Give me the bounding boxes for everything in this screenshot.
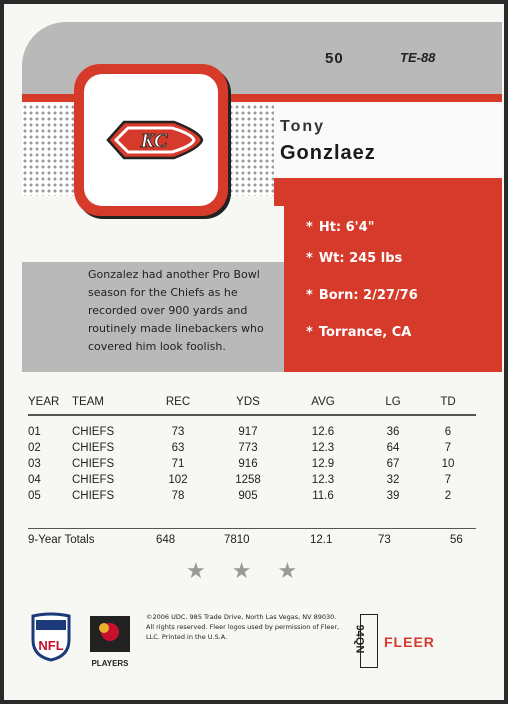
cell-team: CHIEFS bbox=[72, 442, 115, 454]
logo-letters: KC bbox=[140, 130, 168, 152]
header-td: TD bbox=[440, 396, 456, 408]
cell-year: 05 bbox=[28, 490, 41, 502]
stats-header-row bbox=[28, 392, 468, 412]
fact-weight bbox=[306, 251, 402, 266]
cell-year: 01 bbox=[28, 426, 41, 438]
cell-avg: 12.9 bbox=[311, 458, 335, 470]
totals-label: 9-Year Totals bbox=[28, 534, 95, 546]
cell-avg: 12.3 bbox=[311, 474, 335, 486]
totals-td: 56 bbox=[450, 534, 463, 546]
star-bullet-icon: * bbox=[306, 288, 313, 303]
cell-team: CHIEFS bbox=[72, 474, 115, 486]
star-bullet-icon: * bbox=[306, 220, 313, 235]
header-lg: LG bbox=[385, 396, 401, 408]
cell-yds: 1258 bbox=[235, 474, 261, 486]
halftone-pattern-right bbox=[222, 104, 274, 196]
header-year: YEAR bbox=[28, 396, 60, 408]
halftone-pattern-left bbox=[22, 104, 80, 196]
cell-team: CHIEFS bbox=[72, 490, 115, 502]
fleer-logo: FLEER bbox=[384, 634, 435, 650]
cell-rec: 71 bbox=[171, 458, 185, 470]
cell-yds: 917 bbox=[238, 426, 258, 438]
cell-avg: 12.3 bbox=[311, 442, 335, 454]
totals-rec: 648 bbox=[156, 534, 176, 546]
cell-td: 7 bbox=[444, 442, 452, 454]
players-text: PLAYERS bbox=[91, 659, 129, 668]
cell-lg: 64 bbox=[386, 442, 400, 454]
cell-team: CHIEFS bbox=[72, 458, 115, 470]
nfl-shield-logo bbox=[30, 612, 72, 662]
table-row bbox=[28, 440, 468, 456]
cell-yds: 905 bbox=[238, 490, 258, 502]
cell-rec: 63 bbox=[171, 442, 185, 454]
fact-text: Torrance, CA bbox=[318, 325, 412, 340]
totals-yds: 7810 bbox=[224, 534, 250, 546]
chiefs-arrowhead-logo bbox=[104, 112, 204, 168]
red-strip bbox=[274, 178, 502, 206]
cell-team: CHIEFS bbox=[72, 426, 115, 438]
card-id-text: 94QN bbox=[353, 624, 366, 654]
cell-rec: 73 bbox=[171, 426, 185, 438]
cell-avg: 11.6 bbox=[312, 490, 334, 502]
table-row bbox=[28, 456, 468, 472]
fact-born bbox=[306, 288, 418, 303]
cell-td: 2 bbox=[444, 490, 452, 502]
cell-lg: 32 bbox=[386, 474, 400, 486]
cell-lg: 67 bbox=[386, 458, 400, 470]
fact-text: Ht: 6'4" bbox=[318, 220, 375, 235]
totals-lg: 73 bbox=[378, 534, 391, 546]
header-avg: AVG bbox=[311, 396, 335, 408]
cell-year: 04 bbox=[28, 474, 41, 486]
cell-td: 10 bbox=[441, 458, 455, 470]
table-row bbox=[28, 424, 468, 440]
card-number: 50 bbox=[325, 50, 344, 67]
cell-lg: 39 bbox=[386, 490, 400, 502]
cell-rec: 102 bbox=[168, 474, 188, 486]
stars-decoration: ★★★ bbox=[186, 558, 324, 583]
fact-hometown bbox=[306, 325, 411, 340]
fact-text: Wt: 245 lbs bbox=[318, 251, 403, 266]
cell-yds: 773 bbox=[238, 442, 258, 454]
table-row bbox=[28, 472, 468, 488]
player-first-name: Tony bbox=[280, 118, 326, 135]
cell-td: 6 bbox=[444, 426, 452, 438]
totals-avg: 12.1 bbox=[310, 534, 333, 546]
cell-avg: 12.6 bbox=[311, 426, 335, 438]
cell-yds: 916 bbox=[238, 458, 258, 470]
name-panel bbox=[274, 104, 502, 176]
player-last-name: Gonzlaez bbox=[280, 142, 376, 164]
header-yds: YDS bbox=[236, 396, 260, 408]
star-bullet-icon: * bbox=[306, 325, 313, 340]
cell-rec: 78 bbox=[171, 490, 185, 502]
card-code: TE-88 bbox=[400, 50, 436, 65]
header-team: TEAM bbox=[72, 396, 104, 408]
cell-year: 02 bbox=[28, 442, 41, 454]
cell-lg: 36 bbox=[386, 426, 400, 438]
fact-height bbox=[306, 220, 374, 235]
player-bio: Gonzalez had another Pro Bowl season for the Chiefs as he recorded over 900 yards and routinely made linebackers who covered him look foolish. bbox=[88, 268, 264, 353]
star-bullet-icon: * bbox=[306, 251, 313, 266]
nfl-text: NFL bbox=[38, 638, 64, 653]
fact-text: Born: 2/27/76 bbox=[318, 288, 418, 303]
cell-td: 7 bbox=[444, 474, 452, 486]
totals-divider bbox=[28, 528, 476, 529]
table-row bbox=[28, 488, 468, 504]
header-divider bbox=[28, 414, 476, 416]
players-emblem-icon bbox=[88, 614, 132, 654]
header-rec: REC bbox=[165, 396, 191, 408]
card-id-box bbox=[353, 614, 378, 668]
players-inc-logo bbox=[88, 614, 132, 670]
copyright-text: ©2006 UDC. 985 Trade Drive, North Las Vegas, NV 89030. All rights reserved. Fleer logos used by permission of Fleer, LLC. Printed in the U.S.A. bbox=[146, 613, 340, 641]
stats-table bbox=[28, 392, 468, 504]
cell-year: 03 bbox=[28, 458, 41, 470]
